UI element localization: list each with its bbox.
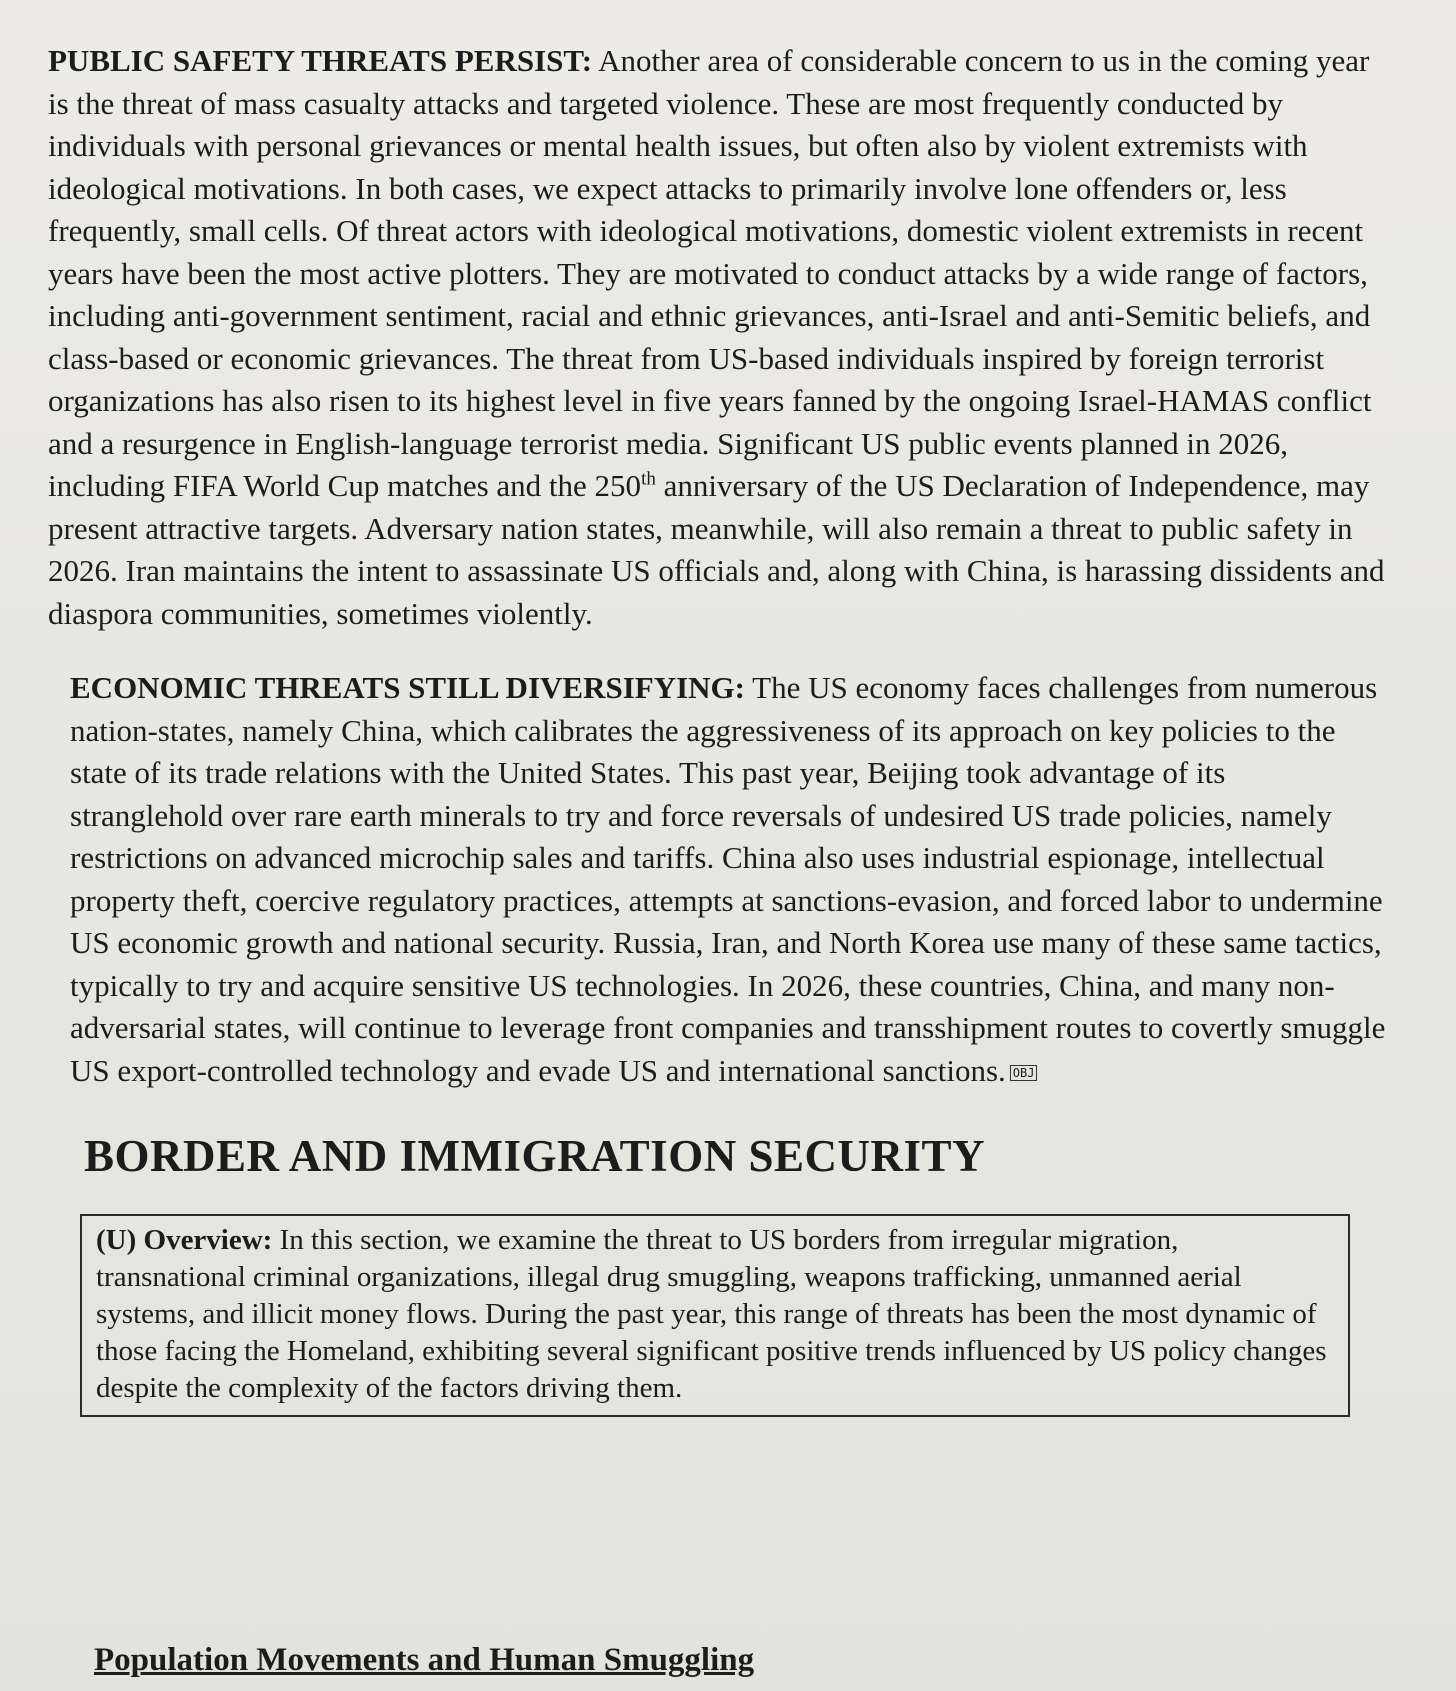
- overview-label: (U) Overview:: [96, 1224, 273, 1256]
- public-safety-text-part1: Another area of considerable concern to us in the coming year is the threat of mass casualty attacks and targeted violence. These are most frequently conducted by individuals with personal grievances or mental health issues, but often also by violent extremists with ideological motivations. In both cases, we expect attacks to primarily involve lone offenders or, less frequently, small cells. Of threat actors with ideological motivations, domestic violent extremists in recent years have been the most active plotters. They are motivated to conduct attacks by a wide range of factors, including anti-government sentiment, racial and ethnic grievances, anti-Israel and anti-Semitic beliefs, and class-based or economic grievances. The threat from US-based individuals inspired by foreign terrorist organizations has also risen to its highest level in five years fanned by the ongoing Israel-HAMAS conflict and a resurgence in English-language terrorist media. Significant US public events planned in 2026, including FIFA World Cup matches and the 250: [48, 43, 1372, 503]
- overview-text: In this section, we examine the threat to US borders from irregular migration, transnational criminal organizations, illegal drug smuggling, weapons trafficking, unmanned aerial systems, and illicit money flows. During the past year, this range of threats has been the most dynamic of those facing the Homeland, exhibiting several significant positive trends influenced by US policy changes despite the complexity of the factors driving them.: [96, 1224, 1327, 1404]
- population-movements-subheading: Population Movements and Human Smuggling: [94, 1642, 755, 1678]
- economic-paragraph: [48, 667, 1386, 1092]
- economic-heading: ECONOMIC THREATS STILL DIVERSIFYING:: [70, 670, 745, 705]
- public-safety-heading: PUBLIC SAFETY THREATS PERSIST:: [48, 43, 593, 78]
- overview-box: [80, 1214, 1350, 1417]
- economic-text: The US economy faces challenges from numerous nation-states, namely China, which calibrates the aggressiveness of its approach on key policies to the state of its trade relations with the United States. This past year, Beijing took advantage of its stranglehold over rare earth minerals to try and force reversals of undesired US trade policies, namely restrictions on advanced microchip sales and tariffs. China also uses industrial espionage, intellectual property theft, coercive regulatory practices, attempts at sanctions-evasion, and forced labor to undermine US economic growth and national security. Russia, Iran, and North Korea use many of these same tactics, typically to try and acquire sensitive US technologies. In 2026, these countries, China, and many non-adversarial states, will continue to leverage front companies and transshipment routes to covertly smuggle US export-controlled technology and evade US and international sanctions.: [70, 670, 1386, 1088]
- superscript-th: th: [641, 468, 656, 490]
- public-safety-paragraph: [48, 40, 1386, 635]
- public-safety-text-part2: anniversary of the US Declaration of Independence, may present attractive targets. Adversary nation states, meanwhile, will also remain a threat to public safety in 2026. Iran maintains the intent to assassinate US officials and, along with China, is harassing dissidents and diaspora communities, sometimes violently.: [48, 468, 1385, 631]
- object-placeholder-icon: OBJ: [1010, 1065, 1038, 1081]
- section-title: BORDER AND IMMIGRATION SECURITY: [84, 1131, 985, 1181]
